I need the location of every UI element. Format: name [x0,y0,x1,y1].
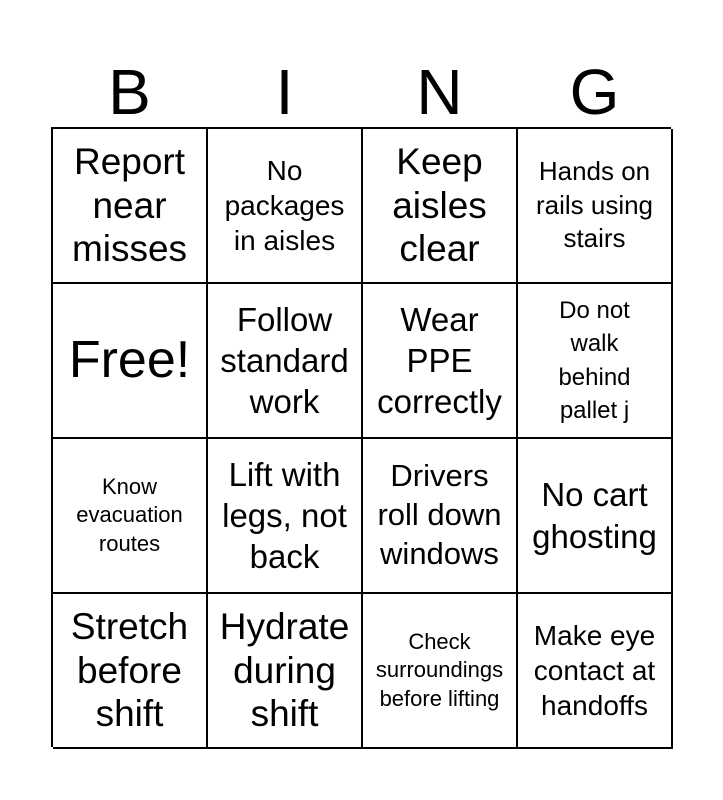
cell-text: Make eye contact at handoffs [533,620,656,721]
bingo-header [52,52,672,128]
cell-text: Lift with legs, not back [222,455,347,576]
cell-text: Know evacuation routes [76,473,183,556]
bingo-cell-r3c1[interactable] [53,439,208,594]
bingo-cell-r3c3[interactable] [363,439,518,594]
cell-text: Hydrate during shift [219,606,350,735]
header-letter-i: I [275,56,294,128]
header-letter-n: N [416,56,463,128]
bingo-cell-r1c3[interactable] [363,129,518,284]
cell-text: Report near misses [71,141,188,270]
bingo-board [51,127,671,747]
header-letter-b: B [108,56,151,128]
cell-text: Drivers roll down windows [377,458,502,571]
bingo-cell-r3c2[interactable] [208,439,363,594]
cell-text: No cart ghosting [532,476,657,555]
bingo-cell-r3c4[interactable] [518,439,673,594]
cell-text: Follow standard work [220,300,349,421]
cell-text: Wear PPE correctly [377,300,502,421]
bingo-cell-r1c4[interactable] [518,129,673,284]
cell-text: Check surroundings before lifting [375,628,504,711]
bingo-cell-r4c3[interactable] [363,594,518,749]
cell-text: Keep aisles clear [392,141,487,270]
bingo-cell-r2c1[interactable] [53,284,208,439]
cell-text: Stretch before shift [70,606,189,735]
bingo-cell-r4c1[interactable] [53,594,208,749]
bingo-cell-r2c2[interactable] [208,284,363,439]
cell-text: Do not walk behind pallet j [558,297,631,424]
bingo-cell-r2c4[interactable] [518,284,673,439]
bingo-cell-r1c1[interactable] [53,129,208,284]
bingo-cell-r2c3[interactable] [363,284,518,439]
free-space: Free! [68,330,191,389]
cell-text: Hands on rails using stairs [535,155,654,254]
cell-text: No packages in aisles [224,155,345,256]
bingo-cell-r4c4[interactable] [518,594,673,749]
header-letter-g: G [569,56,620,128]
bingo-cell-r1c2[interactable] [208,129,363,284]
bingo-cell-r4c2[interactable] [208,594,363,749]
